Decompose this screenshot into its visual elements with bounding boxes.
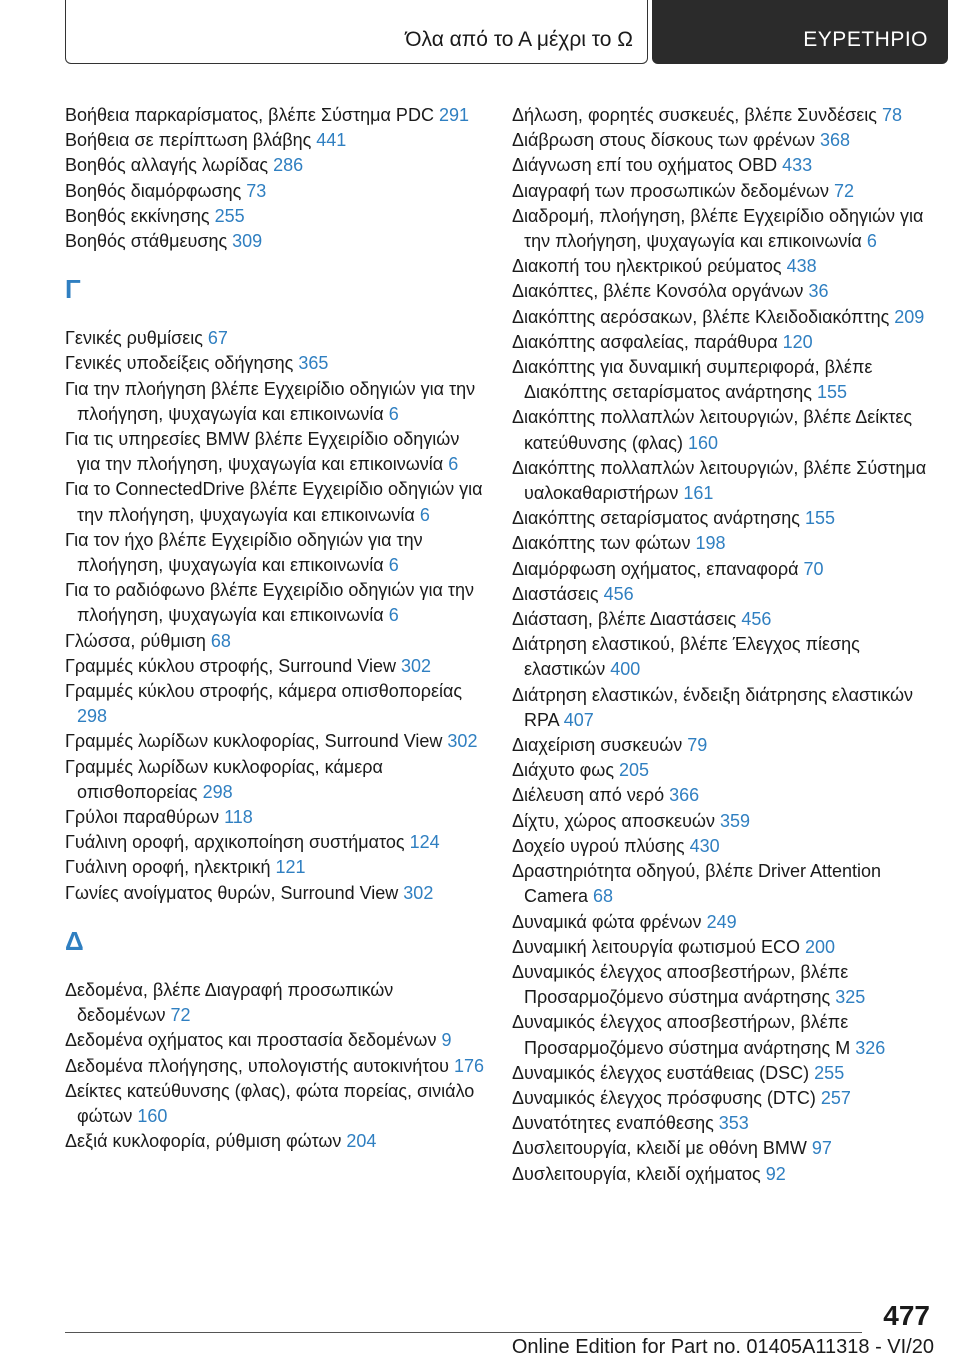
index-entry	[512, 330, 932, 355]
index-entry	[512, 305, 932, 330]
index-entry-text: Για το ConnectedDrive βλέπε Εγχειρίδιο οδηγιών για την πλοήγηση, ψυχαγωγία και επικοινωνία	[65, 479, 483, 525]
index-entry-text: Για το ραδιόφωνο βλέπε Εγχειρίδιο οδηγιών για την πλοήγηση, ψυχαγωγία και επικοινωνία	[65, 580, 475, 626]
index-page-link[interactable]: 155	[804, 508, 836, 529]
index-entry-text: Διαχείριση συσκευών	[512, 735, 688, 756]
index-page-link[interactable]: 400	[610, 659, 641, 680]
index-entry	[65, 326, 485, 351]
page-number: 477	[883, 1300, 930, 1331]
index-entry-text: Διάτρηση ελαστικών, ένδειξη διάτρησης ελαστικών RPA	[512, 684, 914, 730]
index-entry-text: Δυνατότητες εναπόθεσης	[512, 1113, 719, 1134]
index-letter-heading: Δ	[65, 925, 84, 956]
index-entry	[65, 881, 485, 906]
index-entry	[512, 1010, 932, 1060]
index-entry-text: Δυναμικά φώτα φρένων	[512, 911, 707, 932]
index-page-link[interactable]: 441	[316, 130, 347, 151]
index-entry	[65, 578, 485, 628]
index-entry	[65, 830, 485, 855]
index-entry-text: Δίχτυ, χώρος αποσκευών	[512, 810, 720, 831]
index-entry	[65, 1054, 485, 1079]
index-page-link[interactable]: 67	[207, 328, 228, 349]
index-entry	[512, 960, 932, 1010]
index-entry	[512, 355, 932, 405]
index-page-link[interactable]: 6	[419, 504, 430, 525]
index-page-link[interactable]: 368	[820, 130, 851, 151]
index-entry	[512, 935, 932, 960]
index-entry-text: Διαμόρφωση οχήματος, επαναφορά	[512, 558, 804, 579]
index-page-link[interactable]: 72	[170, 1005, 191, 1026]
index-entry-text: Δεξιά κυκλοφορία, ρύθμιση φώτων	[65, 1131, 347, 1152]
index-entry	[512, 758, 932, 783]
index-entry	[65, 103, 485, 128]
index-entry-text: Γραμμές κύκλου στροφής, κάμερα οπισθοπορείας	[65, 681, 463, 702]
index-entry	[512, 733, 932, 758]
index-entry	[65, 377, 485, 427]
index-entry-text: Διέλευση από νερό	[512, 785, 670, 806]
index-entry	[65, 629, 485, 654]
index-entry-text: Γωνίες ανοίγματος θυρών, Surround View	[65, 882, 404, 903]
index-page-link[interactable]: 302	[403, 882, 434, 903]
index-entry	[512, 582, 932, 607]
index-page-link[interactable]: 205	[619, 760, 650, 781]
index-column-left	[65, 103, 485, 1154]
index-page-link[interactable]: 155	[816, 382, 848, 403]
index-entry-text: Βοήθεια παρκαρίσματος, βλέπε Σύστημα PDC	[65, 105, 439, 125]
index-entry-text: Δυναμικός έλεγχος αποσβεστήρων, βλέπε Προσαρμοζόμενο σύστημα ανάρτησης M	[512, 1012, 856, 1058]
index-entry-text: Διακόπτης ασφαλείας, παράθυρα	[512, 331, 783, 352]
index-entry	[512, 834, 932, 859]
index-entry	[512, 1111, 932, 1136]
index-entry-text: Διακόπτης πολλαπλών λειτουργιών, βλέπε Σύστημα υαλοκαθαριστήρων	[512, 457, 927, 504]
index-entry-text: Δυσλειτουργία, κλειδί με οθόνη BMW	[512, 1138, 812, 1159]
index-entry	[65, 1079, 485, 1129]
index-page-link[interactable]: 121	[275, 857, 306, 878]
index-entry-text: Διάχυτο φως	[512, 760, 619, 781]
index-entry	[512, 1086, 932, 1111]
index-entry-text: Δοχείο υγρού πλύσης	[512, 835, 690, 856]
index-page-link[interactable]: 6	[388, 555, 399, 576]
index-page-link[interactable]: 298	[202, 781, 233, 802]
index-entry-text: Διάτρηση ελαστικού, βλέπε Έλεγχος πίεσης ελαστικών	[512, 634, 860, 680]
index-entry	[65, 1028, 485, 1053]
index-entry	[65, 654, 485, 679]
index-page-link[interactable]: 176	[454, 1055, 485, 1076]
index-page-link[interactable]: 120	[782, 331, 813, 352]
index-entry-text: Διακόπτης σεταρίσματος ανάρτησης	[512, 508, 805, 529]
index-entry	[65, 204, 485, 229]
index-page-link[interactable]: 72	[834, 180, 855, 201]
index-entry	[512, 456, 932, 506]
index-page-link[interactable]: 298	[77, 706, 108, 727]
index-page-link[interactable]: 366	[669, 785, 700, 806]
index-entry	[65, 679, 485, 729]
index-page-link[interactable]: 200	[804, 936, 836, 957]
index-page-link[interactable]: 456	[741, 609, 772, 630]
index-page-link[interactable]: 97	[811, 1138, 832, 1159]
index-entry-text: Διάγνωση επί του οχήματος OBD	[512, 155, 783, 176]
index-entry-text: Διάβρωση στους δίσκους των φρένων	[512, 130, 821, 151]
index-entry	[512, 683, 932, 733]
section-title: Όλα από το Α μέχρι το Ω	[405, 28, 633, 51]
index-entry	[512, 1136, 932, 1161]
index-entry	[512, 632, 932, 682]
index-entry	[65, 427, 485, 477]
index-entry-text: Δεδομένα οχήματος και προστασία δεδομένων	[65, 1030, 442, 1051]
index-page-link[interactable]: 407	[563, 709, 594, 730]
index-entry-text: Για την πλοήγηση βλέπε Εγχειρίδιο οδηγιών για την πλοήγηση, ψυχαγωγία και επικοινωνία	[65, 378, 476, 424]
index-page-link[interactable]: 36	[808, 281, 829, 302]
index-page-link[interactable]: 257	[820, 1087, 851, 1108]
index-page-link[interactable]: 430	[689, 835, 720, 856]
index-entry-text: Δήλωση, φορητές συσκευές, βλέπε Συνδέσεις	[512, 105, 882, 125]
index-page-link[interactable]: 433	[782, 155, 813, 176]
index-entry-text: Διακόπτης πολλαπλών λειτουργιών, βλέπε Δείκτες κατεύθυνσης (φλας)	[512, 407, 913, 453]
index-entry-text: Δεδομένα, βλέπε Διαγραφή προσωπικών δεδομένων	[65, 979, 394, 1026]
index-entry	[512, 153, 932, 178]
index-entry	[512, 607, 932, 632]
section-header-tab	[65, 0, 648, 64]
index-entry-text: Βοηθός εκκίνησης	[65, 205, 215, 226]
index-entry-text: Δυναμική λειτουργία φωτισμού ECO	[512, 936, 805, 957]
index-entry	[65, 351, 485, 376]
index-entry	[65, 805, 485, 830]
index-entry-text: Γλώσσα, ρύθμιση	[65, 630, 211, 651]
index-page-link[interactable]: 78	[881, 105, 902, 125]
index-page-link[interactable]: 6	[448, 454, 459, 475]
index-page-link[interactable]: 161	[683, 483, 714, 504]
index-entry-text: Γραμμές λωρίδων κυκλοφορίας, κάμερα οπισθοπορείας	[65, 756, 383, 802]
index-entry-text: Διακόπτες, βλέπε Κονσόλα οργάνων	[512, 281, 809, 302]
index-entry-text: Διάσταση, βλέπε Διαστάσεις	[512, 609, 742, 630]
index-entry-text: Γυάλινη οροφή, ηλεκτρική	[65, 857, 276, 878]
index-entry-text: Δυναμικός έλεγχος αποσβεστήρων, βλέπε Προσαρμοζόμενο σύστημα ανάρτησης	[512, 961, 849, 1008]
index-entry	[65, 229, 485, 254]
index-entry-text: Διακόπτης των φώτων	[512, 533, 696, 554]
index-entry-text: Διαγραφή των προσωπικών δεδομένων	[512, 180, 835, 201]
index-page-link[interactable]: 204	[346, 1131, 377, 1152]
index-entry-text: Δραστηριότητα οδηγού, βλέπε Driver Attention Camera	[512, 861, 882, 907]
index-entry	[512, 506, 932, 531]
index-entry	[512, 809, 932, 834]
index-entry	[512, 279, 932, 304]
index-page-link[interactable]: 438	[786, 256, 817, 277]
footer-divider	[65, 1332, 862, 1333]
index-entry-text: Βοηθός αλλαγής λωρίδας	[65, 155, 274, 176]
index-entry	[512, 783, 932, 808]
index-entry-text: Γενικές υποδείξεις οδήγησης	[65, 353, 299, 374]
index-entry	[512, 859, 932, 909]
index-page-link[interactable]: 325	[835, 987, 866, 1008]
index-page-link[interactable]: 302	[447, 731, 478, 752]
index-page-link[interactable]: 70	[803, 558, 824, 579]
index-header-tab	[652, 0, 948, 64]
edition-footer: Online Edition for Part no. 01405A11318 - VI/20	[511, 1336, 934, 1358]
index-entry	[65, 755, 485, 805]
index-entry-text: Βοήθεια σε περίπτωση βλάβης	[65, 130, 317, 151]
index-page-link[interactable]: 6	[388, 605, 399, 626]
index-page-link[interactable]: 365	[298, 353, 329, 374]
index-entry-text: Γενικές ρυθμίσεις	[65, 328, 208, 349]
index-page-link[interactable]: 249	[706, 911, 737, 932]
index-entry	[65, 528, 485, 578]
index-page-link[interactable]: 160	[137, 1105, 168, 1126]
index-entry-text: Δυσλειτουργία, κλειδί οχήματος	[512, 1163, 766, 1184]
index-entry	[512, 910, 932, 935]
index-entry-text: Διακόπτης αερόσακων, βλέπε Κλειδοδιακόπτης	[512, 306, 895, 327]
index-entry	[512, 1061, 932, 1086]
index-page-link[interactable]: 118	[224, 807, 253, 828]
index-entry-text: Γραμμές κύκλου στροφής, Surround View	[65, 655, 401, 676]
index-entry	[512, 204, 932, 254]
index-page-link[interactable]: 302	[401, 655, 432, 676]
index-entry-text: Για τον ήχο βλέπε Εγχειρίδιο οδηγιών για την πλοήγηση, ψυχαγωγία και επικοινωνία	[65, 529, 423, 576]
index-page-link[interactable]: 359	[719, 810, 751, 831]
index-title: ΕΥΡΕΤΗΡΙΟ	[803, 28, 928, 51]
index-entry	[512, 1162, 932, 1187]
index-entry-text: Δυναμικός έλεγχος ευστάθειας (DSC)	[512, 1062, 815, 1083]
index-entry	[65, 477, 485, 527]
index-page-link[interactable]: 309	[232, 231, 263, 252]
index-entry-text: Βοηθός διαμόρφωσης	[65, 180, 247, 201]
index-page-link[interactable]: 6	[866, 231, 877, 252]
index-page-link[interactable]: 353	[718, 1113, 749, 1134]
index-page-link[interactable]: 286	[273, 155, 304, 176]
index-page-link[interactable]: 92	[765, 1163, 786, 1184]
index-entry	[512, 531, 932, 556]
index-entry	[512, 179, 932, 204]
index-page-link[interactable]: 198	[695, 533, 726, 554]
index-entry	[65, 855, 485, 880]
index-page-link[interactable]: 255	[814, 1062, 845, 1083]
index-page-link[interactable]: 124	[409, 832, 440, 853]
index-entry	[65, 978, 485, 1028]
index-entry-text: Γυάλινη οροφή, αρχικοποίηση συστήματος	[65, 832, 410, 853]
index-entry-text: Δεδομένα πλοήγησης, υπολογιστής αυτοκινήτου	[65, 1055, 455, 1076]
index-page-link[interactable]: 326	[855, 1037, 886, 1058]
index-entry	[65, 128, 485, 153]
index-page-link[interactable]: 255	[214, 205, 245, 226]
index-page-link[interactable]: 209	[894, 306, 925, 327]
index-entry-text: Διακόπτης για δυναμική συμπεριφορά, βλέπε Διακόπτης σεταρίσματος ανάρτησης	[512, 357, 873, 403]
index-entry-text: Διακοπή του ηλεκτρικού ρεύματος	[512, 256, 787, 277]
index-entry	[65, 153, 485, 178]
index-entry-text: Γραμμές λωρίδων κυκλοφορίας, Surround View	[65, 731, 448, 752]
index-entry-text: Διαδρομή, πλοήγηση, βλέπε Εγχειρίδιο οδηγιών για την πλοήγηση, ψυχαγωγία και επικοινωνία	[512, 205, 924, 252]
index-letter-heading: Γ	[65, 274, 81, 305]
index-page-link[interactable]: 73	[246, 180, 267, 201]
index-page-link[interactable]: 291	[438, 105, 469, 125]
index-entry-text: Γρύλοι παραθύρων	[65, 807, 225, 828]
index-entry	[512, 405, 932, 455]
index-column-right	[512, 103, 932, 1187]
index-entry-text: Βοηθός στάθμευσης	[65, 231, 233, 252]
index-entry	[65, 179, 485, 204]
index-page-link[interactable]: 6	[388, 403, 399, 424]
index-entry	[512, 128, 932, 153]
index-entry	[512, 254, 932, 279]
index-entry	[512, 103, 932, 128]
index-entry	[65, 729, 485, 754]
index-page-link[interactable]: 456	[603, 583, 634, 604]
index-entry	[65, 1129, 485, 1154]
index-page-link[interactable]: 9	[441, 1030, 452, 1051]
index-entry	[512, 557, 932, 582]
index-entry-text: Δείκτες κατεύθυνσης (φλας), φώτα πορείας, σινιάλο φώτων	[65, 1080, 475, 1126]
index-page-link[interactable]: 79	[687, 735, 708, 756]
index-page-link[interactable]: 68	[210, 630, 231, 651]
index-page-link[interactable]: 160	[687, 432, 718, 453]
index-entry-text: Για τις υπηρεσίες BMW βλέπε Εγχειρίδιο οδηγιών για την πλοήγηση, ψυχαγωγία και επικοινωνία	[65, 429, 460, 475]
index-entry-text: Διαστάσεις	[512, 583, 604, 604]
index-page-link[interactable]: 68	[593, 886, 614, 907]
index-entry-text: Δυναμικός έλεγχος πρόσφυσης (DTC)	[512, 1087, 821, 1108]
